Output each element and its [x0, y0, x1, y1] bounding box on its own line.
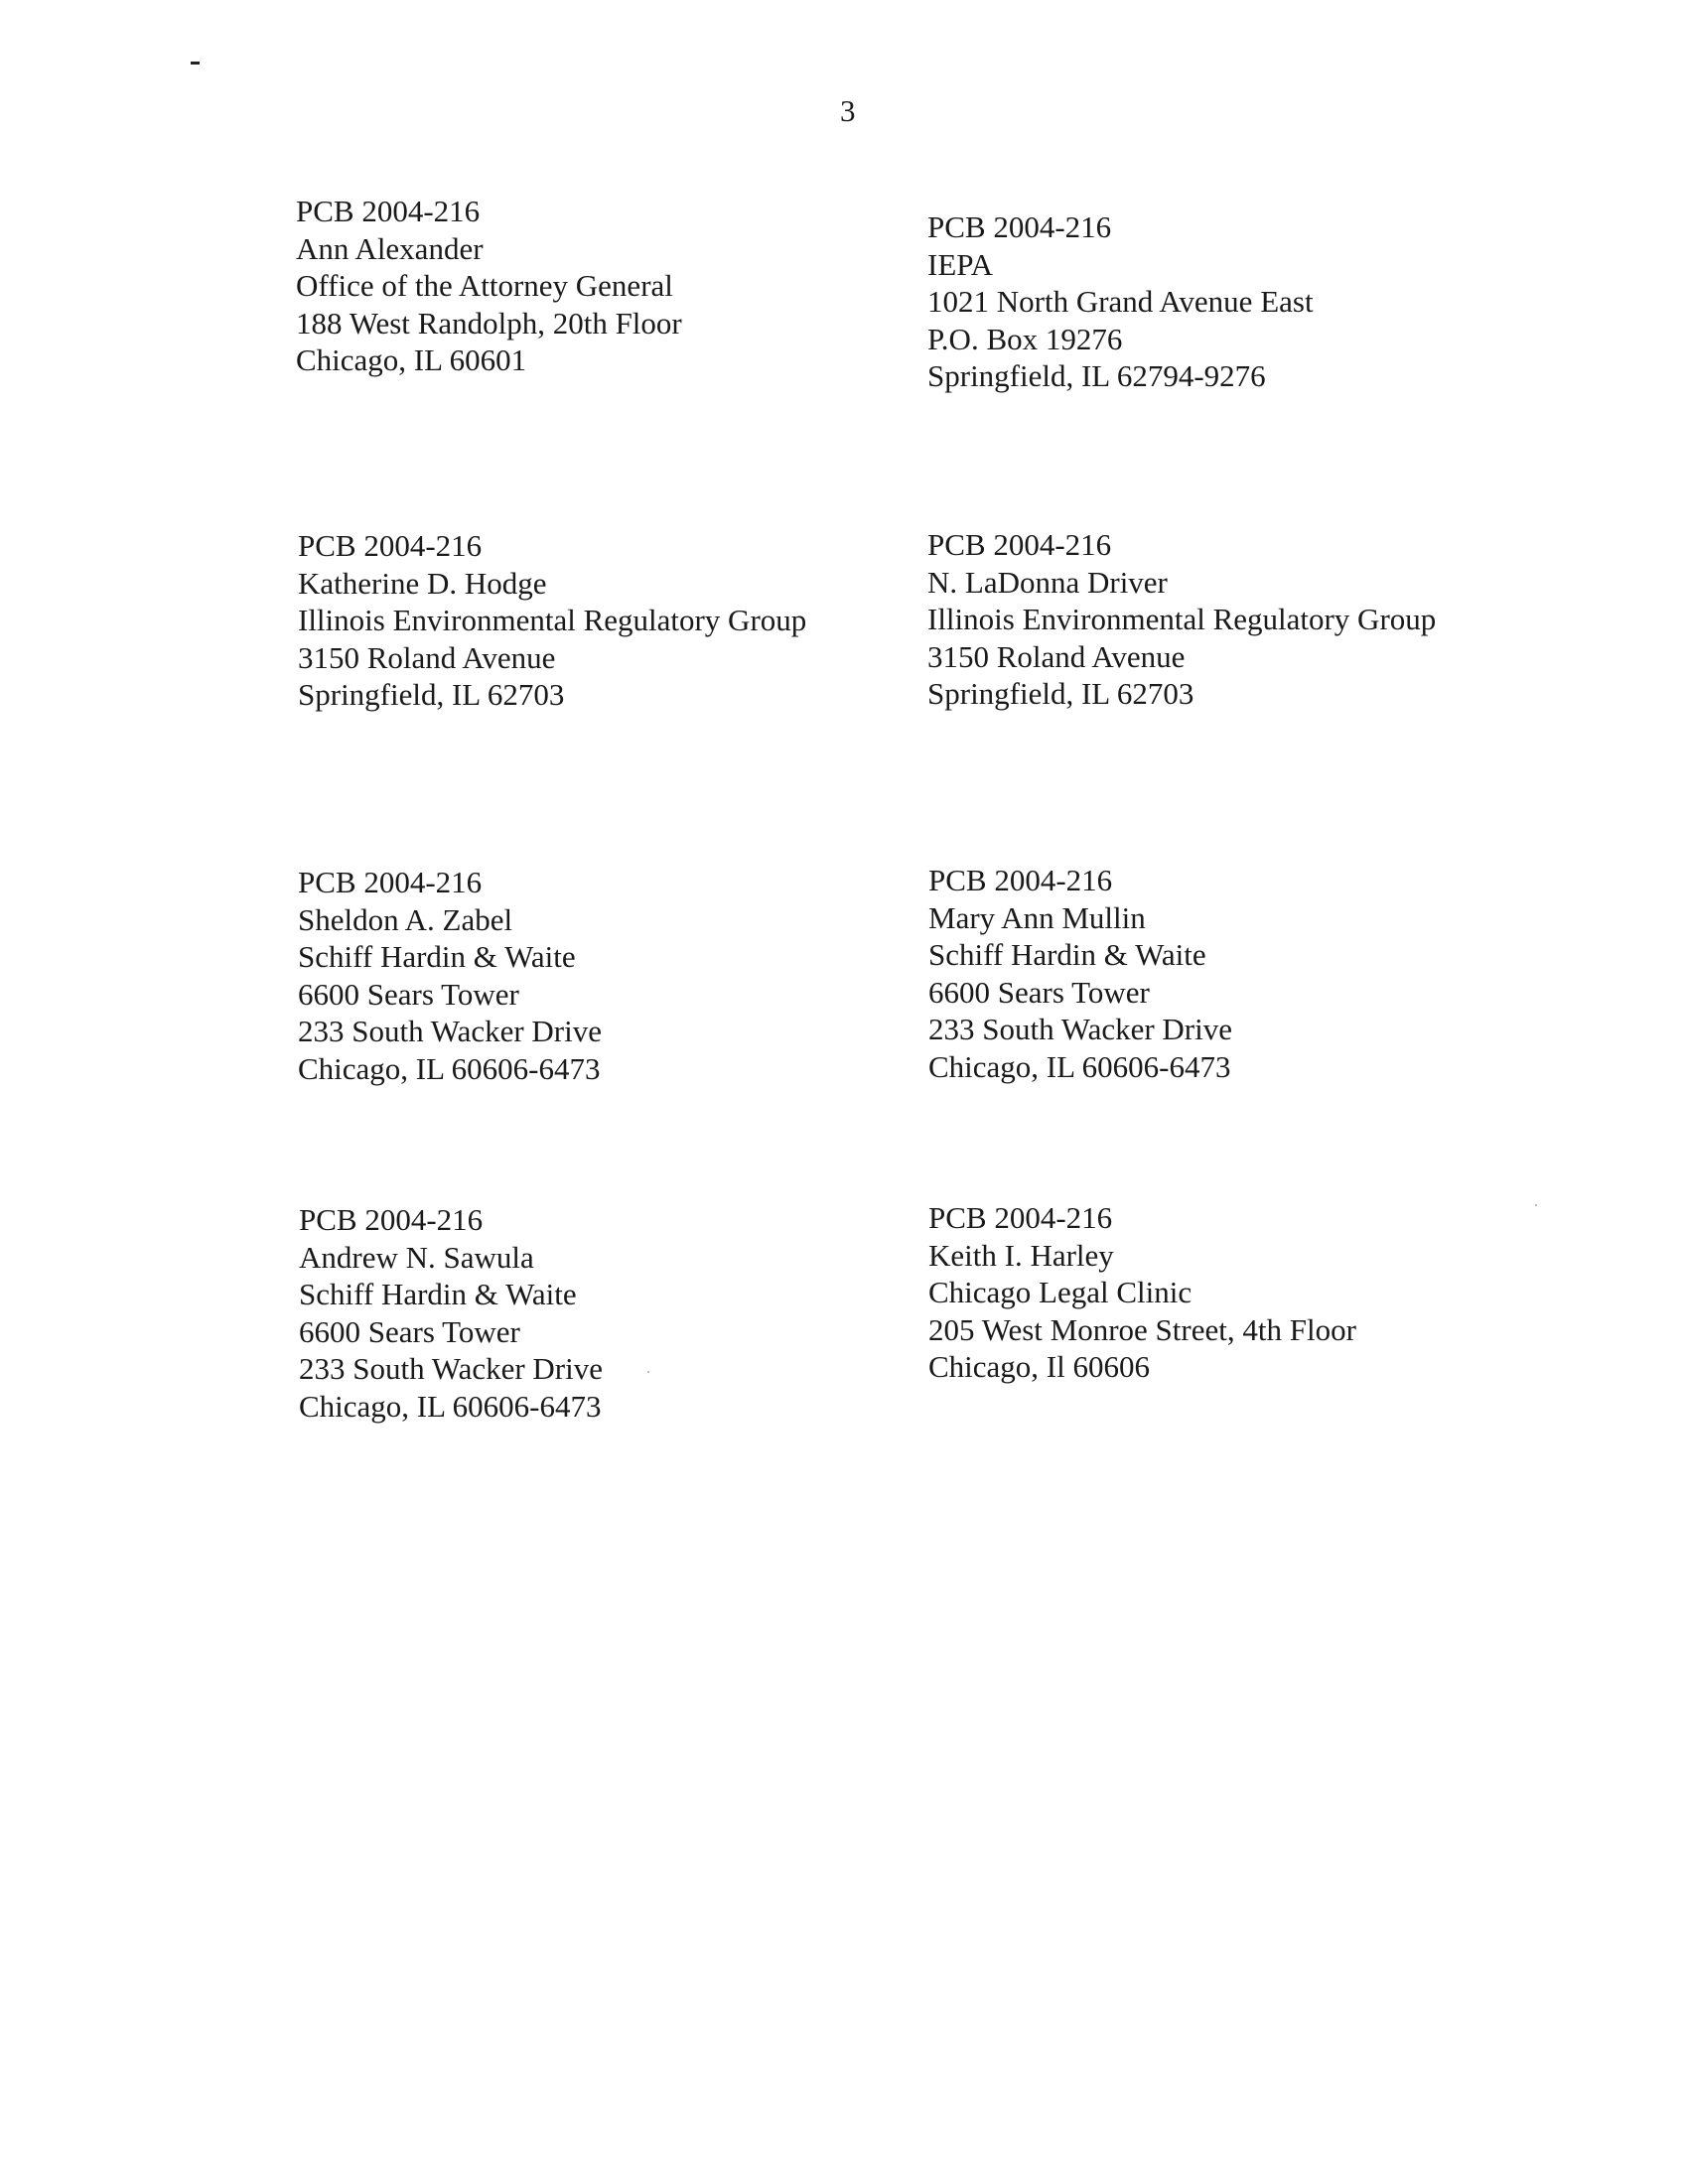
address-block-andrew-sawula [299, 1201, 603, 1425]
address-line: Chicago Legal Clinic [928, 1275, 1193, 1309]
page-number: 3 [840, 93, 856, 128]
address-line: 233 South Wacker Drive [299, 1351, 604, 1386]
address-line: Illinois Environmental Regulatory Group [298, 603, 807, 637]
address-line: 233 South Wacker Drive [928, 1012, 1233, 1046]
address-line: P.O. Box 19276 [927, 321, 1123, 356]
address-line: Chicago, IL 60606-6473 [928, 1048, 1231, 1084]
address-line: 233 South Wacker Drive [298, 1014, 603, 1048]
case-number: PCB 2004-216 [298, 528, 483, 563]
address-line: Illinois Environmental Regulatory Group [927, 602, 1437, 636]
recipient-name: Ann Alexander [296, 230, 484, 266]
case-number: PCB 2004-216 [296, 194, 481, 228]
recipient-name: Keith I. Harley [928, 1237, 1114, 1273]
case-number: PCB 2004-216 [927, 527, 1112, 562]
address-block-keith-harley [928, 1199, 1356, 1386]
address-line: Office of the Attorney General [296, 268, 673, 303]
recipient-name: Mary Ann Mullin [928, 899, 1146, 935]
address-line: Springfield, IL 62703 [927, 676, 1194, 711]
address-line: Chicago, IL 60606-6473 [299, 1388, 602, 1424]
address-line: 3150 Roland Avenue [298, 639, 556, 675]
address-line: Chicago, Il 60606 [928, 1349, 1150, 1384]
case-number: PCB 2004-216 [927, 209, 1112, 244]
address-line: Schiff Hardin & Waite [928, 937, 1206, 972]
case-number: PCB 2004-216 [928, 863, 1113, 897]
address-block-iepa [927, 208, 1314, 395]
address-block-sheldon-zabel [298, 864, 602, 1087]
address-line: 188 West Randolph, 20th Floor [296, 305, 682, 341]
address-block-katherine-hodge [298, 527, 806, 714]
address-line: 6600 Sears Tower [299, 1313, 520, 1349]
address-line: 3150 Roland Avenue [927, 638, 1186, 674]
address-block-mary-ann-mullin [928, 862, 1232, 1085]
address-line: Schiff Hardin & Waite [298, 939, 576, 974]
recipient-name: Katherine D. Hodge [298, 565, 547, 601]
scan-mark [191, 62, 200, 65]
address-line: 6600 Sears Tower [298, 976, 519, 1012]
address-line: 205 West Monroe Street, 4th Floor [928, 1311, 1356, 1347]
address-line: Schiff Hardin & Waite [299, 1277, 577, 1311]
address-block-ladonna-driver [927, 526, 1436, 713]
case-number: PCB 2004-216 [299, 1202, 484, 1237]
recipient-name: Andrew N. Sawula [299, 1239, 534, 1275]
address-line: Chicago, IL 60606-6473 [298, 1050, 601, 1086]
address-line: 1021 North Grand Avenue East [927, 284, 1314, 319]
case-number: PCB 2004-216 [928, 1200, 1113, 1235]
address-line: Chicago, IL 60601 [296, 342, 527, 377]
address-block-ann-alexander [296, 193, 682, 379]
recipient-name: Sheldon A. Zabel [298, 901, 513, 937]
address-line: Springfield, IL 62794-9276 [927, 358, 1266, 393]
scan-speck [1535, 1204, 1537, 1206]
recipient-name: IEPA [927, 246, 994, 282]
address-line: Springfield, IL 62703 [298, 677, 565, 712]
address-line: 6600 Sears Tower [928, 974, 1150, 1010]
case-number: PCB 2004-216 [298, 865, 483, 899]
recipient-name: N. LaDonna Driver [927, 564, 1168, 600]
scan-speck [647, 1371, 649, 1373]
